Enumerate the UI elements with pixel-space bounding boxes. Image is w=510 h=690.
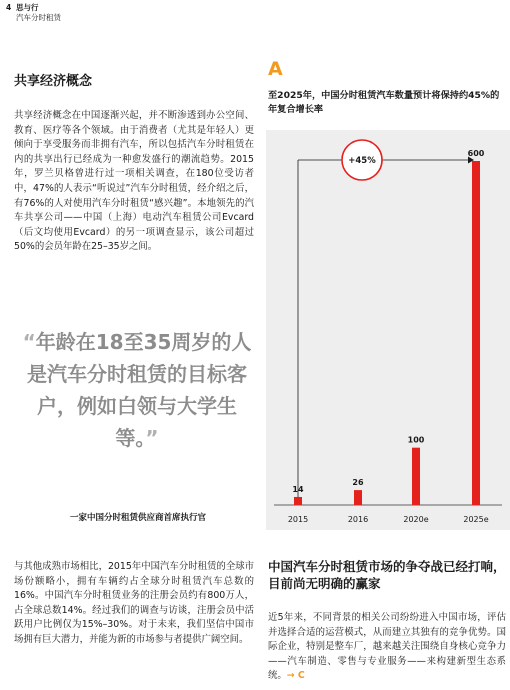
quote-attribution: 一家中国分时租赁供应商首席执行官 (69, 513, 206, 523)
tick-label-2016: 2016 (347, 515, 369, 524)
section-heading: 中国汽车分时租赁市场的争夺战已经打响，目前尚无明确的赢家 (268, 559, 506, 591)
quote-close-mark: ” (145, 426, 159, 450)
bar-2025e (472, 161, 480, 505)
intro-paragraph: 共享经济概念在中国逐渐兴起，并不断渗透到办公空间、教育、医疗等各个领域。由于消费者（尤其是年轻人）更倾向于享受服务而非拥有汽车，所以包括汽车分时租赁在内的共享出行已经成为一种愈发盛行的潮流趋势。2015年，罗兰贝格曾进行过一项相关调查，在180位受访者中，47%的人表示“听说过”汽车分时租赁，经介绍之后，有76%的人对使用汽车分时租赁“感兴趣”。本地领先的汽车共享公司——中国（上海）电动汽车租赁公司Evcard（后文均使用Evcard）的另一项调查显示，该公司超过50%的会员年龄在25–35岁之间。 (14, 110, 254, 253)
competition-paragraph (268, 611, 506, 684)
tick-label-2025e: 2025e (463, 515, 489, 524)
competition-text: 近5年来，不同背景的相关公司纷纷进入中国市场，评估并选择合适的运营模式，从而建立其独有的竞争优势。国际企业，特别是整车厂，越来越关注围绕自身核心竞争力——汽车制造、零售与专业服务——来构建新型生态系统。 (268, 612, 506, 682)
section-name: 思与行 (16, 3, 39, 12)
market-paragraph: 与其他成熟市场相比，2015年中国汽车分时租赁的全球市场份额略小，拥有车辆约占全球分时租赁汽车总数的16%。中国汽车分时租赁业务的注册会员约有800万人，占全球总数14%。经过我们的调查与访谈，注册会员中活跃用户比例仅为15%–30%。对于未来，我们坚信中国市场拥有巨大潜力，并能为新的市场参与者提供广阔空间。 (14, 561, 254, 645)
page-number: 4 (6, 3, 12, 12)
value-label-2016: 26 (352, 478, 364, 488)
bar-2015 (294, 497, 302, 505)
page-header (6, 3, 61, 23)
figure-label: A (268, 58, 283, 80)
bar-2016 (354, 490, 362, 505)
article-heading: 共享经济概念 (14, 74, 93, 89)
pull-quote (18, 326, 256, 454)
see-figure-c-link[interactable]: → C (286, 670, 305, 682)
value-label-2020e: 100 (407, 435, 425, 445)
bar-2020e (412, 448, 420, 505)
subsection-name: 汽车分时租赁 (16, 13, 61, 22)
value-label-2015: 14 (292, 484, 304, 494)
chart-panel (266, 130, 510, 530)
quote-text: 年龄在18至35周岁的人是汽车分时租赁的目标客户，例如白领与大学生等。 (27, 330, 252, 450)
tick-label-2015: 2015 (287, 515, 309, 524)
quote-open-mark: “ (22, 330, 36, 354)
value-label-2025e: 600 (467, 149, 485, 158)
tick-label-2020e: 2020e (403, 515, 429, 524)
growth-annotation-label: +45% (348, 156, 376, 166)
bar-chart (266, 130, 510, 530)
chart-title: 至2025年，中国分时租赁汽车数量预计将保持约45%的年复合增长率 (268, 90, 500, 115)
